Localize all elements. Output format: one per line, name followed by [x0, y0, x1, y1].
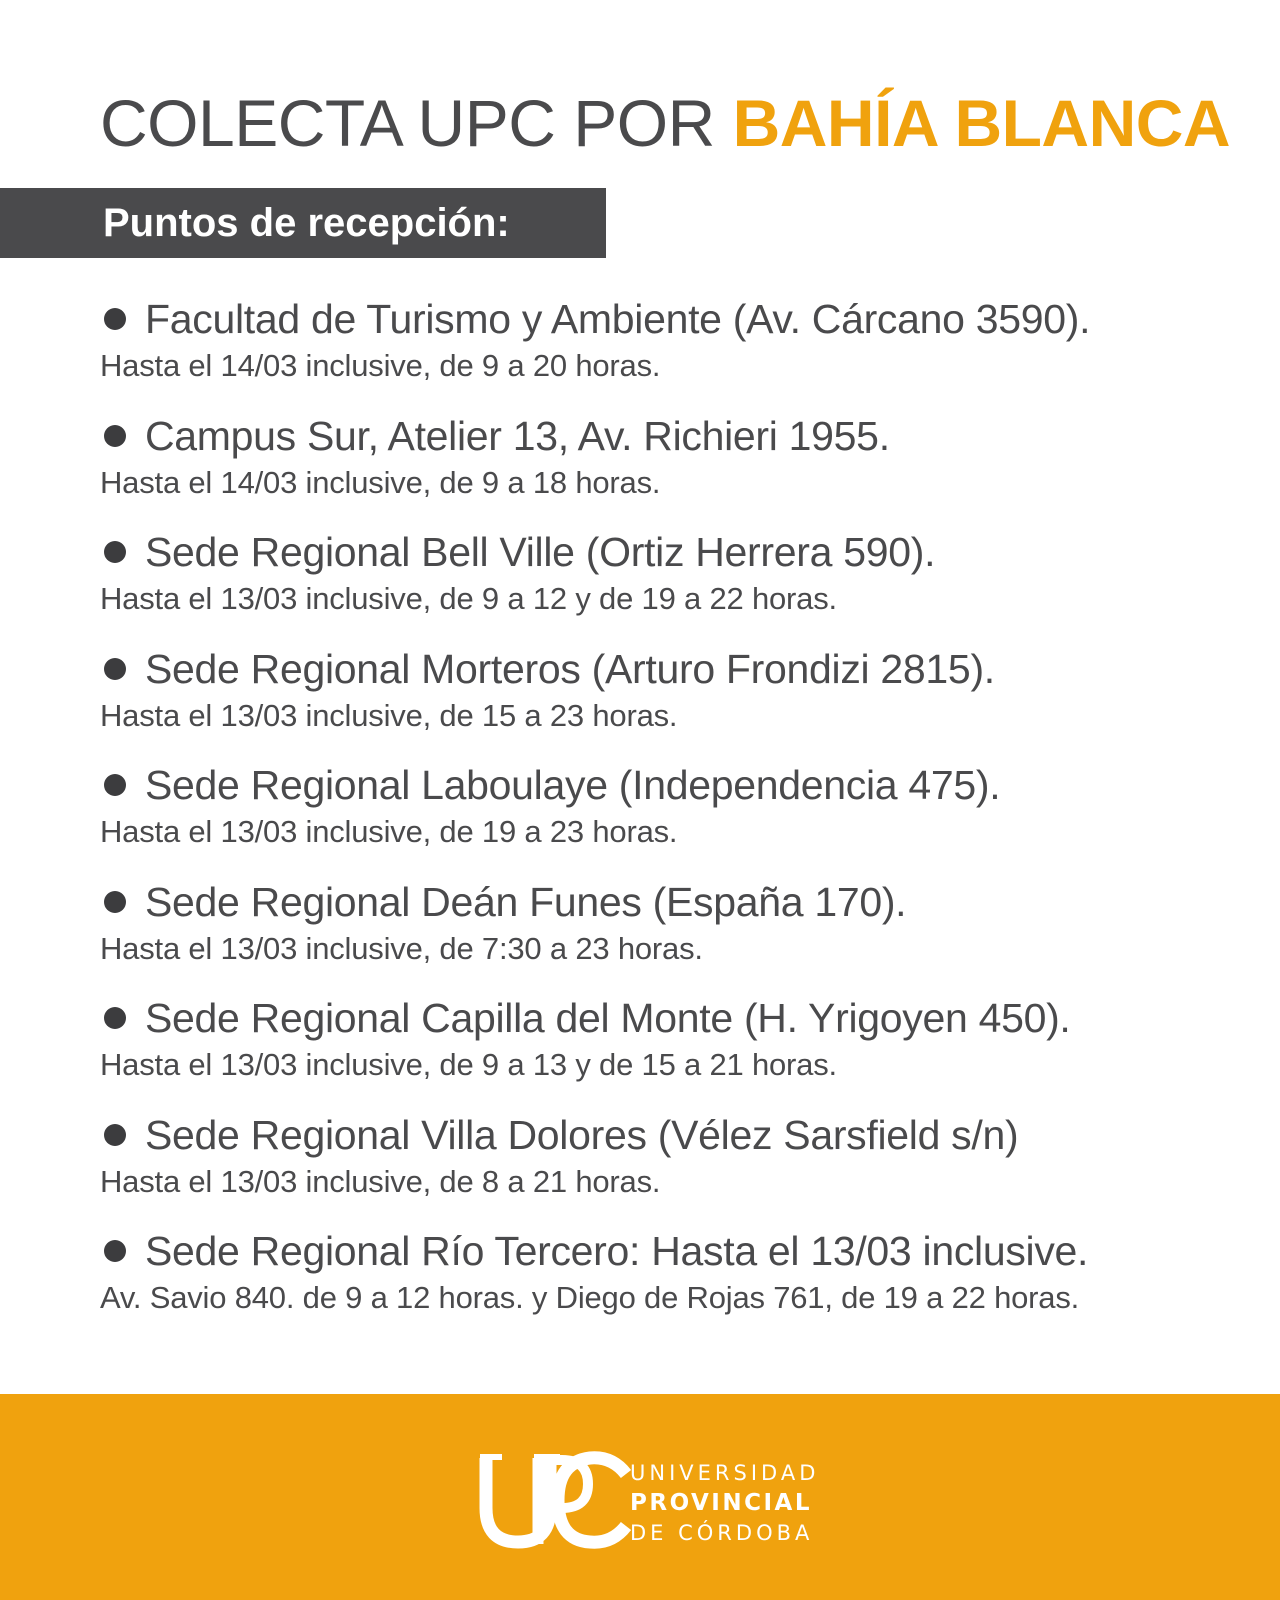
location-detail: Av. Savio 840. de 9 a 12 horas. y Diego de Rojas 761, de 19 a 22 horas. — [100, 1280, 1080, 1315]
location-name: Sede Regional Capilla del Monte (H. Yrigoyen 450). — [145, 995, 1071, 1041]
location-detail: Hasta el 13/03 inclusive, de 7:30 a 23 horas. — [100, 930, 703, 966]
list-item — [100, 1108, 1270, 1225]
title-accent: BAHÍA BLANCA — [732, 86, 1231, 160]
location-name: Sede Regional Bell Ville (Ortiz Herrera 590). — [145, 529, 936, 575]
location-detail: Hasta el 13/03 inclusive, de 9 a 13 y de 15 a 21 horas. — [100, 1047, 837, 1082]
location-detail: Hasta el 13/03 inclusive, de 8 a 21 horas. — [100, 1163, 661, 1199]
location-name: Facultad de Turismo y Ambiente (Av. Cárcano 3590). — [145, 296, 1091, 342]
title-prefix: COLECTA UPC POR — [100, 86, 715, 160]
logo-wordmark — [630, 1458, 819, 1548]
bullet-icon — [104, 891, 126, 913]
location-detail: Hasta el 13/03 inclusive, de 19 a 23 horas. — [100, 814, 678, 849]
location-name: Campus Sur, Atelier 13, Av. Richieri 1955. — [145, 412, 890, 459]
list-item — [100, 1224, 1270, 1341]
bullet-icon — [104, 541, 126, 563]
logo-line-2: PROVINCIAL — [630, 1490, 813, 1516]
bullet-icon — [104, 1240, 126, 1262]
list-item — [100, 991, 1270, 1108]
location-name: Sede Regional Morteros (Arturo Frondizi 2815). — [145, 645, 995, 692]
bullet-icon — [104, 774, 126, 796]
bullet-icon — [104, 425, 126, 447]
list-item — [100, 642, 1270, 759]
location-detail: Hasta el 14/03 inclusive, de 9 a 18 horas. — [100, 464, 661, 500]
location-detail: Hasta el 13/03 inclusive, de 9 a 12 y de 19 a 22 horas. — [100, 581, 837, 616]
location-detail: Hasta el 13/03 inclusive, de 15 a 23 horas. — [100, 697, 678, 733]
bullet-icon — [104, 1124, 126, 1146]
bullet-icon — [104, 308, 126, 330]
location-detail: Hasta el 14/03 inclusive, de 9 a 20 horas. — [100, 348, 661, 383]
bullet-icon — [104, 658, 126, 680]
list-item — [100, 758, 1270, 875]
location-name: Sede Regional Río Tercero: Hasta el 13/03 inclusive. — [145, 1228, 1089, 1274]
page-title — [100, 84, 1230, 162]
list-item — [100, 292, 1270, 409]
logo-line-3: DE CÓRDOBA — [630, 1521, 814, 1545]
location-name: Sede Regional Laboulaye (Independencia 475). — [145, 762, 1001, 808]
bullet-icon — [104, 1007, 126, 1029]
logo-line-1: UNIVERSIDAD — [630, 1461, 820, 1485]
locations-list — [100, 292, 1270, 1341]
list-item — [100, 409, 1270, 526]
list-item — [100, 525, 1270, 642]
location-name: Sede Regional Deán Funes (España 170). — [145, 878, 907, 925]
subheading: Puntos de recepción: — [103, 201, 510, 245]
location-name: Sede Regional Villa Dolores (Vélez Sarsfield s/n) — [145, 1111, 1019, 1158]
list-item — [100, 875, 1270, 992]
